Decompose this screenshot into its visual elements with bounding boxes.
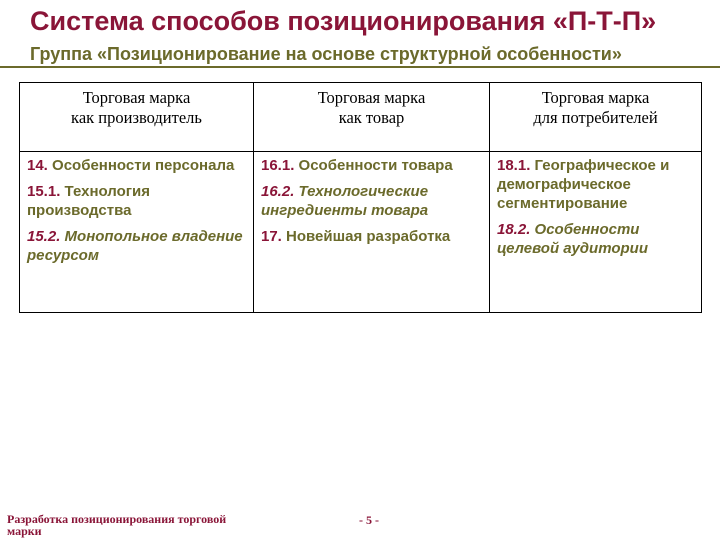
- list-item: [27, 182, 247, 220]
- list-item: [27, 227, 247, 265]
- positioning-table: [19, 82, 702, 313]
- entry-number: 16.2.: [261, 183, 295, 200]
- header-cell-product: [254, 83, 490, 152]
- list-item: [261, 227, 483, 246]
- entry-text: Географическое и демографическое сегментирование: [497, 157, 670, 212]
- page-number: - 5 -: [359, 513, 379, 527]
- entry-number: 15.1.: [27, 183, 61, 200]
- title-divider: [0, 66, 720, 68]
- table-body-row: [20, 152, 702, 313]
- entry-number: 17.: [261, 228, 282, 245]
- body-cell-product: [254, 152, 490, 313]
- header-line: как производитель: [71, 108, 202, 127]
- entry-text: Особенности персонала: [52, 157, 235, 174]
- header-line: Торговая марка: [317, 88, 426, 107]
- entry-number: 18.2.: [497, 221, 531, 238]
- header-line: как товар: [338, 108, 405, 127]
- entry-number: 14.: [27, 157, 48, 174]
- entry-text: Новейшая разработка: [286, 228, 451, 245]
- entry-text: Технологические ингредиенты товара: [261, 183, 429, 219]
- header-cell-producer: [20, 83, 254, 152]
- slide-title: Система способов позиционирования «П-Т-П»: [30, 6, 657, 36]
- footer-caption: Разработка позиционирования торговой марки: [7, 512, 227, 538]
- list-item: [261, 156, 483, 175]
- list-item: [497, 220, 695, 258]
- entry-number: 18.1.: [497, 157, 531, 174]
- list-item: [261, 182, 483, 220]
- entry-number: 16.1.: [261, 157, 295, 174]
- entry-number: 15.2.: [27, 228, 61, 245]
- header-line: Торговая марка: [82, 88, 191, 107]
- header-line: для потребителей: [533, 108, 658, 127]
- slide-subtitle: Группа «Позиционирование на основе структурной особенности»: [30, 44, 622, 64]
- entry-text: Монопольное владение ресурсом: [27, 228, 243, 264]
- header-cell-consumers: [490, 83, 702, 152]
- entry-text: Особенности целевой аудитории: [497, 221, 649, 257]
- entry-text: Технология производства: [27, 183, 151, 219]
- body-cell-producer: [20, 152, 254, 313]
- header-line: Торговая марка: [541, 88, 650, 107]
- list-item: [497, 156, 695, 213]
- entry-text: Особенности товара: [298, 157, 453, 174]
- body-cell-consumers: [490, 152, 702, 313]
- table-header-row: [20, 83, 702, 152]
- list-item: [27, 156, 247, 175]
